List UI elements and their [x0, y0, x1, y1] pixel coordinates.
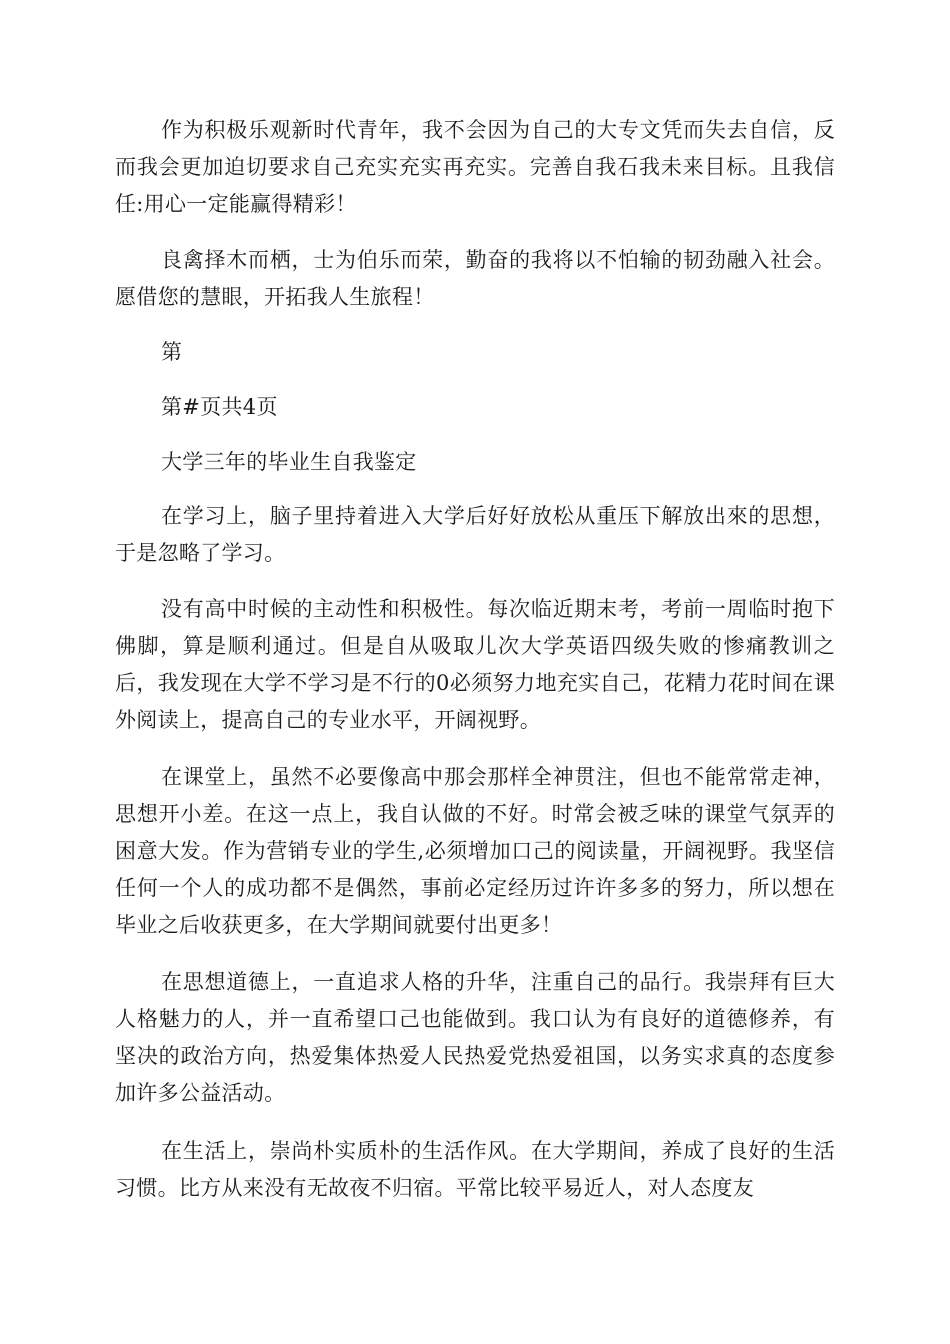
paragraph-classroom: 在课堂上，虽然不必要像高中那会那样全神贯注，但也不能常常走神，思想开小差。在这一点上，我自认做的不好。时常会被乏味的课堂气氛弄的困意大发。作为营销专业的学生,必须增加口己的阅读量，开阔视野。我坚信任何一个人的成功都不是偶然，事前必定经历过许许多多的努力，所以想在毕业之后收获更多，在大学期间就要付出更多！ — [115, 765, 835, 937]
paragraph-career-wish: 良禽择木而栖，士为伯乐而荣，勤奋的我将以不怕输的韧劲融入社会。愿借您的慧眼，开拓我人生旅程！ — [115, 248, 835, 309]
paragraph-initiative: 没有高中时候的主动性和积极性。每次临近期末考，考前一周临时抱下佛脚，算是顺利通过。但是自从吸取儿次大学英语四级失败的惨痛教训之后，我发现在大学不学习是不行的0必须努力地充实自己，花精力花时间在课外阅读上，提高自己的专业水平，开阔视野。 — [115, 597, 835, 732]
paragraph-morality: 在思想道德上，一直追求人格的升华，注重自己的品行。我崇拜有巨大人格魅力的人，并一直希望口己也能做到。我口认为有良好的道德修养，有坚决的政治方向，热爱集体热爱人民热爱党热爱祖国，以务实求真的态度参加许多公益活动。 — [115, 970, 835, 1105]
paragraph-confidence: 作为积极乐观新时代青年，我不会因为自己的大专文凭而失去自信，反而我会更加迫切要求自己充实充实再充实。完善自我石我未来目标。且我信任:用心一定能赢得精彩！ — [115, 118, 835, 216]
page-label-fragment: 第 — [161, 340, 183, 364]
paragraph-life: 在生活上，崇尚朴实质朴的生活作风。在大学期间，养成了良好的生活习惯。比方从来没有无故夜不归宿。平常比较平易近人，对人态度友 — [115, 1139, 835, 1200]
section-title: 大学三年的毕业生自我鉴定 — [161, 450, 417, 474]
page-number-footer: 第#页共4页 — [161, 395, 278, 419]
paragraph-study: 在学习上，脑子里持着进入大学后好好放松从重压下解放出來的思想，于是忽略了学习。 — [115, 504, 835, 565]
